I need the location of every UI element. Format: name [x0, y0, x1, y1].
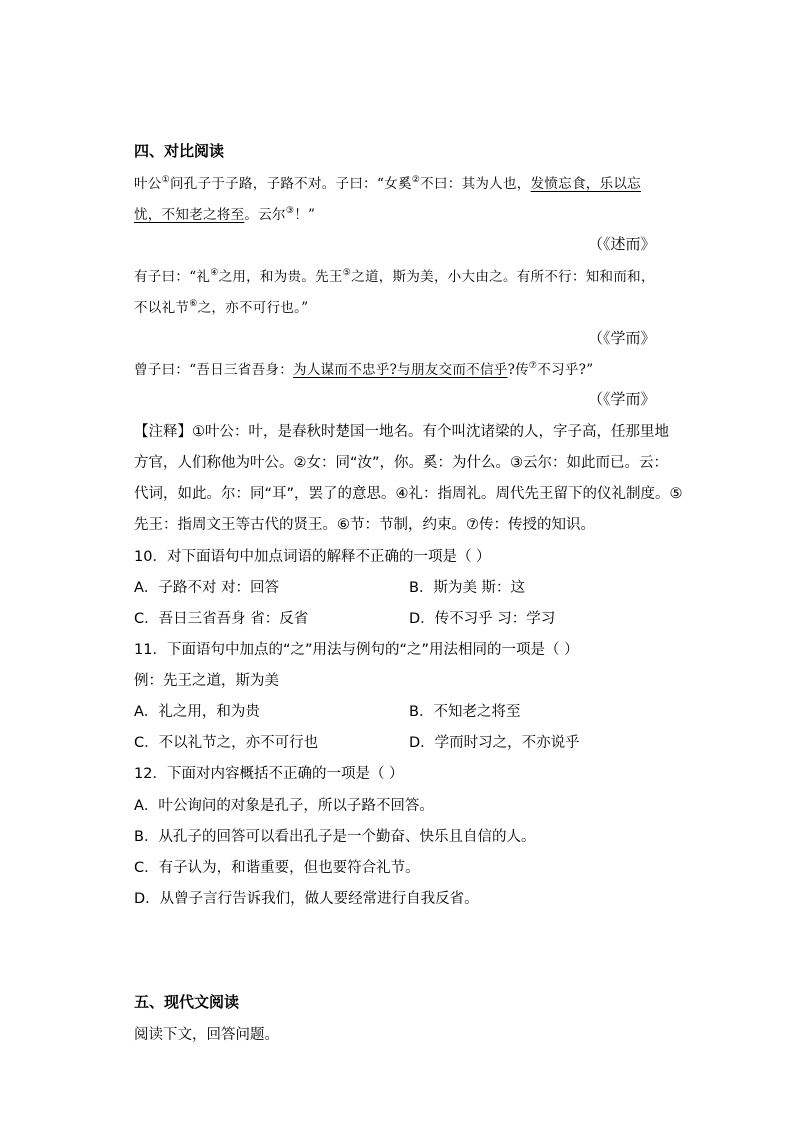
note-ref: ③ — [285, 206, 295, 216]
question-11-stem: 11．下面语句中加点的“之”用法与例句的“之”用法相同的一项是（ ） — [134, 642, 579, 658]
question-11-example: 例：先王之道，斯为美 — [134, 673, 279, 689]
passage-text: ！” — [294, 207, 316, 223]
passage-text: 问孔子于子路，子路不对。子曰：“女奚 — [169, 176, 412, 192]
passage-text: 之用，和为贵。先王 — [218, 269, 343, 285]
section-5-title: 五、现代文阅读 — [134, 993, 240, 1011]
note-ref: ① — [161, 175, 170, 185]
annotation-line-1: 【注释】①叶公：叶，是春秋时楚国一地名。有个叫沈诸梁的人，字子高，任那里地 — [134, 424, 669, 440]
source-citation-2: （《学而》 — [588, 329, 656, 347]
passage-text: 之道，斯为美，小大由之。有所不行：知和而和， — [351, 269, 655, 285]
note-ref: ② — [411, 175, 421, 185]
question-12-option-d: D．从曾子言行告诉我们，做人要经常进行自我反省。 — [134, 891, 479, 907]
question-11-option-d: D．学而时习之，不亦说乎 — [409, 735, 580, 751]
passage-text: 。云尔 — [244, 207, 286, 223]
passage-text: ?传 — [507, 362, 529, 378]
question-10-option-b: B．斯为美 斯：这 — [409, 580, 526, 596]
passage-3-line-1 — [134, 358, 593, 378]
source-citation-1: （《述而》 — [588, 235, 656, 253]
question-10-option-c: C．吾日三省吾身 省：反省 — [134, 611, 309, 627]
section-4-title: 四、对比阅读 — [134, 142, 225, 160]
passage-text: 叶公 — [134, 176, 162, 192]
question-11-option-b: B．不知老之将至 — [409, 704, 521, 720]
annotation-line-4: 先王：指周文王等古代的贤王。⑥节：节制，约束。⑦传：传授的知识。 — [134, 517, 595, 533]
question-12-stem: 12．下面对内容概括不正确的一项是（ ） — [134, 766, 404, 782]
question-10-option-a: A．子路不对 对：回答 — [134, 580, 280, 596]
annotation-line-3: 代词，如此。尔：同“耳”，罢了的意思。④礼：指周礼。周代先王留下的仪礼制度。⑤ — [134, 486, 683, 502]
note-ref: ④ — [210, 268, 219, 278]
question-12-option-b: B．从孔子的回答可以看出孔子是一个勤奋、快乐且自信的人。 — [134, 829, 536, 845]
question-10-stem: 10．对下面语句中加点词语的解释不正确的一项是（ ） — [134, 549, 491, 565]
passage-text: 曾子曰：“吾日三省吾身： — [134, 362, 294, 378]
section-5-instruction: 阅读下文，回答问题。 — [134, 1027, 279, 1043]
passage-text: 不习乎?” — [537, 362, 594, 378]
underlined-text: 忧，不知老之将至 — [134, 207, 245, 223]
passage-text: 不以礼节 — [134, 300, 190, 316]
source-citation-3: （《学而》 — [588, 390, 656, 408]
passage-text: 之，亦不可行也。” — [197, 300, 309, 316]
note-ref: ⑤ — [342, 268, 352, 278]
passage-text: 不曰：其为人也， — [420, 176, 531, 192]
question-12-option-c: C．有子认为，和谐重要，但也要符合礼节。 — [134, 860, 420, 876]
note-ref: ⑥ — [189, 299, 198, 309]
passage-2-line-2 — [134, 296, 308, 316]
passage-text: 有子曰：“礼 — [134, 269, 211, 285]
annotation-line-2: 方官，人们称他为叶公。②女：同“汝”，你。奚：为什么。③云尔：如此而已。云： — [134, 455, 669, 471]
passage-1-line-1 — [134, 172, 641, 192]
passage-1-line-2 — [134, 203, 315, 223]
passage-2-line-1 — [134, 265, 655, 285]
underlined-text: 为人谋而不忠乎?与朋友交而不信乎 — [293, 362, 508, 378]
note-ref: ⑦ — [528, 361, 538, 371]
question-11-option-a: A．礼之用，和为贵 — [134, 704, 260, 720]
question-12-option-a: A．叶公询问的对象是孔子，所以子路不回答。 — [134, 798, 434, 814]
underlined-text: 发愤忘食，乐以忘 — [530, 176, 641, 192]
question-10-option-d: D．传不习乎 习：学习 — [409, 611, 556, 627]
question-11-option-c: C．不以礼节之，亦不可行也 — [134, 735, 319, 751]
